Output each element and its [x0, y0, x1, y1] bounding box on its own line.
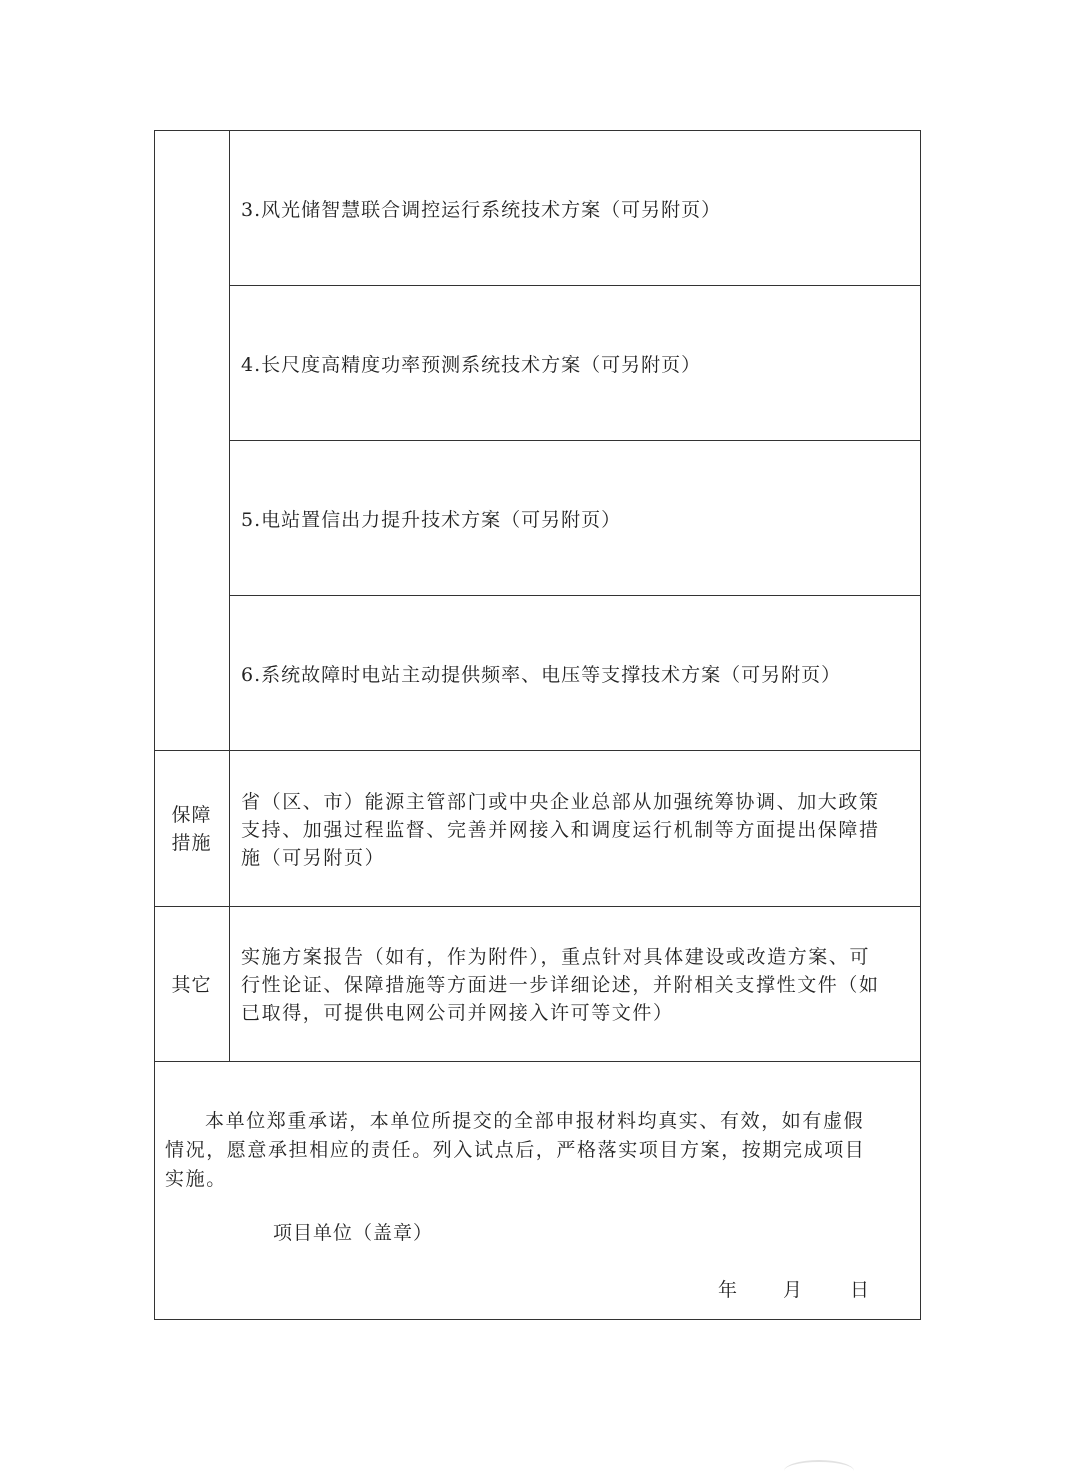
row-divider	[154, 906, 921, 907]
other-label: 其它	[171, 974, 212, 996]
row-divider	[154, 750, 921, 751]
watermark-logo	[784, 1460, 854, 1482]
date-month: 月	[783, 1279, 803, 1301]
plan-item-3: 3.风光储智慧联合调控运行系统技术方案（可另附页）	[241, 199, 722, 221]
other-text: 实施方案报告（如有，作为附件），重点针对具体建设或改造方案、可 行性论证、保障措施等方面进一步详细论述，并附相关支撑性文件（如 已取得，可提供电网公司并网接入许可等文件）	[241, 946, 880, 1024]
plan-item-4: 4.长尺度高精度功率预测系统技术方案（可另附页）	[241, 354, 702, 376]
date-day: 日	[850, 1279, 870, 1301]
guarantee-label: 保障 措施	[171, 804, 212, 854]
row-divider	[154, 1061, 921, 1062]
row-divider	[229, 285, 921, 286]
guarantee-text: 省（区、市）能源主管部门或中央企业总部从加强统筹协调、加大政策 支持、加强过程监督、完善并网接入和调度运行机制等方面提出保障措 施（可另附页）	[241, 791, 880, 869]
signature-label: 项目单位（盖章）	[273, 1222, 434, 1244]
row-divider	[229, 595, 921, 596]
date-year: 年	[718, 1279, 738, 1301]
pledge-statement: 本单位郑重承诺，本单位所提交的全部申报材料均真实、有效，如有虚假 情况，愿意承担相应的责任。列入试点后，严格落实项目方案，按期完成项目 实施。	[165, 1110, 866, 1190]
plan-item-6: 6.系统故障时电站主动提供频率、电压等支撑技术方案（可另附页）	[241, 664, 842, 686]
row-divider	[229, 440, 921, 441]
label-column-divider	[229, 130, 230, 1062]
plan-item-5: 5.电站置信出力提升技术方案（可另附页）	[241, 509, 622, 531]
